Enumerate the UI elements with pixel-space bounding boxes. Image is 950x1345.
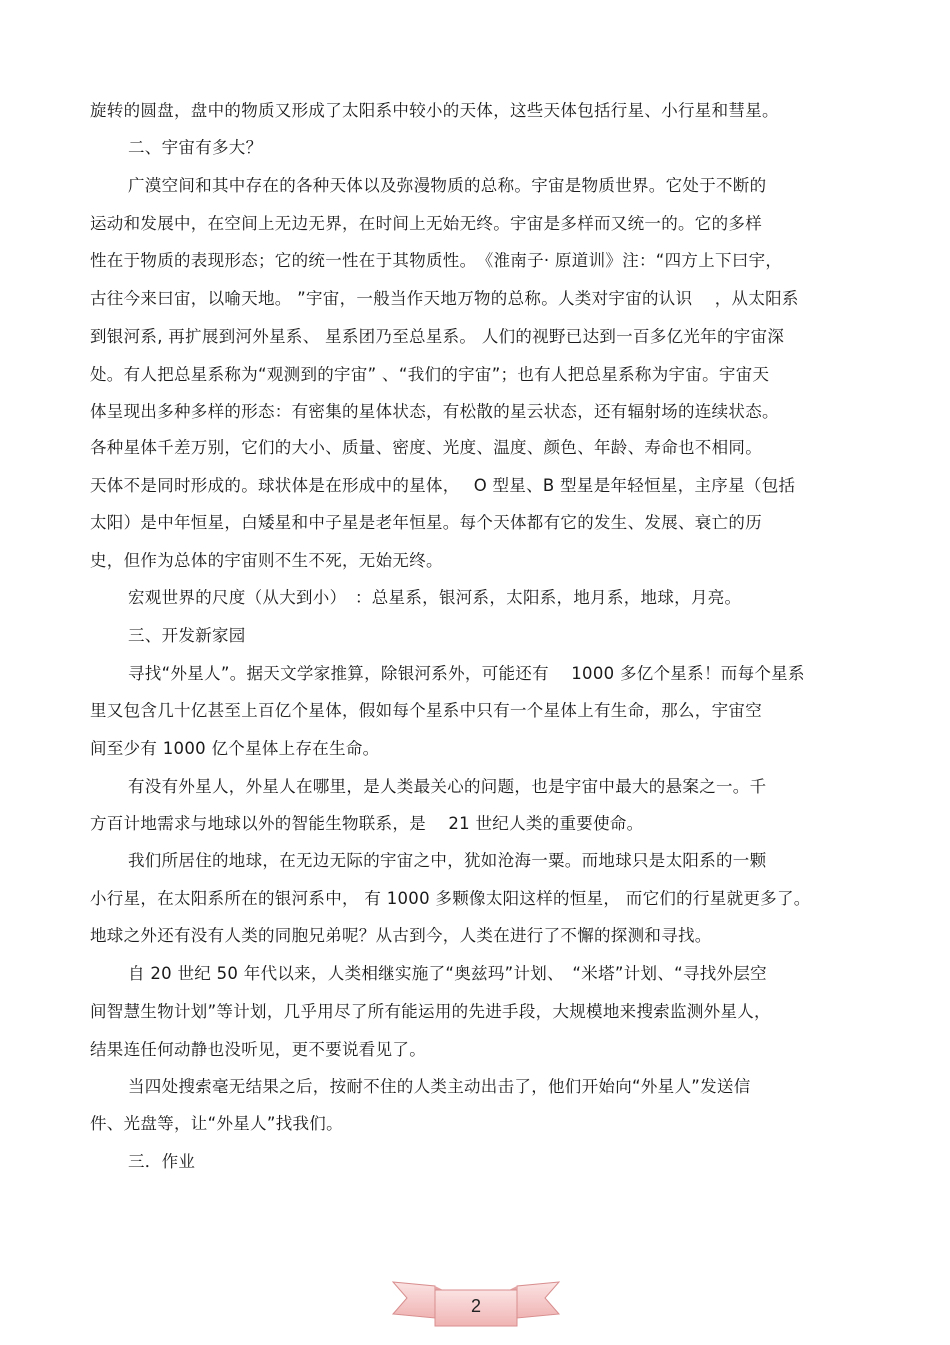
text-line: 自 20 世纪 50 年代以来，人类相继实施了“奥兹玛”计划、 “米塔”计划、“寻找外层空: [128, 964, 767, 983]
text-line: 寻找“外星人”。据天文学家推算，除银河系外，可能还有 1000 多亿个星系！而每个星系: [128, 664, 805, 683]
text-line: 天体不是同时形成的。球状体是在形成中的星体， O 型星、B 型星是年轻恒星，主序星（包括: [90, 476, 796, 495]
page-number-ribbon: [391, 1272, 561, 1332]
section-heading: 三、开发新家园: [128, 626, 246, 645]
text-line: 广漠空间和其中存在的各种天体以及弥漫物质的总称。宇宙是物质世界。它处于不断的: [128, 176, 767, 195]
text-line: 处。有人把总星系称为“观测到的宇宙” 、“我们的宇宙”；也有人把总星系称为宇宙。宇宙天: [90, 365, 770, 384]
text-line: 太阳）是中年恒星，白矮星和中子星是老年恒星。每个天体都有它的发生、发展、衰亡的历: [90, 513, 762, 532]
text-line: 件、光盘等，让“外星人”找我们。: [90, 1114, 343, 1133]
text-line: 地球之外还有没有人类的同胞兄弟呢？从古到今，人类在进行了不懈的探测和寻找。: [90, 926, 712, 945]
text-line: 间至少有 1000 亿个星体上存在生命。: [90, 739, 380, 758]
text-line: 当四处搜索毫无结果之后，按耐不住的人类主动出击了，他们开始向“外星人”发送信: [128, 1077, 751, 1096]
text-line: 各种星体千差万别，它们的大小、质量、密度、光度、温度、颜色、年龄、寿命也不相同。: [90, 438, 762, 457]
text-line: 运动和发展中，在空间上无边无界，在时间上无始无终。宇宙是多样而又统一的。它的多样: [90, 214, 762, 233]
text-line: 有没有外星人，外星人在哪里，是人类最关心的问题，也是宇宙中最大的悬案之一。千: [128, 777, 767, 796]
text-line: 旋转的圆盘，盘中的物质又形成了太阳系中较小的天体，这些天体包括行星、小行星和彗星。: [90, 101, 779, 120]
text-line: 性在于物质的表现形态；它的统一性在于其物质性。 《淮南子· 原道训》注：“四方上下曰宇，: [90, 251, 783, 270]
text-line: 宏观世界的尺度（从大到小） ：总星系，银河系，太阳系，地月系，地球，月亮。: [128, 588, 742, 607]
text-line: 间智慧生物计划”等计划，几乎用尽了所有能运用的先进手段，大规模地来搜索监测外星人，: [90, 1002, 771, 1021]
text-line: 体呈现出多种多样的形态：有密集的星体状态，有松散的星云状态，还有辐射场的连续状态。: [90, 402, 779, 421]
section-heading: 二、宇宙有多大？: [128, 138, 263, 157]
text-line: 古往今来曰宙，以喻天地。 ”宇宙，一般当作天地万物的总称。人类对宇宙的认识 ，从太阳系: [90, 289, 799, 308]
text-line: 方百计地需求与地球以外的智能生物联系，是 21 世纪人类的重要使命。: [90, 814, 644, 833]
text-line: 史，但作为总体的宇宙则不生不死，无始无终。: [90, 551, 443, 570]
section-heading: 三．作业: [128, 1152, 196, 1171]
text-line: 结果连任何动静也没听见，更不要说看见了。: [90, 1040, 426, 1059]
text-line: 我们所居住的地球，在无边无际的宇宙之中，犹如沧海一粟。而地球只是太阳系的一颗: [128, 851, 767, 870]
page-number: 2: [470, 1296, 481, 1316]
text-line: 里又包含几十亿甚至上百亿个星体，假如每个星系中只有一个星体上有生命，那么，宇宙空: [90, 701, 762, 720]
text-line: 到银河系, 再扩展到河外星系、 星系团乃至总星系。 人们的视野已达到一百多亿光年的宇宙深: [90, 327, 785, 346]
text-line: 小行星，在太阳系所在的银河系中， 有 1000 多颗像太阳这样的恒星， 而它们的行星就更多了。: [90, 889, 811, 908]
